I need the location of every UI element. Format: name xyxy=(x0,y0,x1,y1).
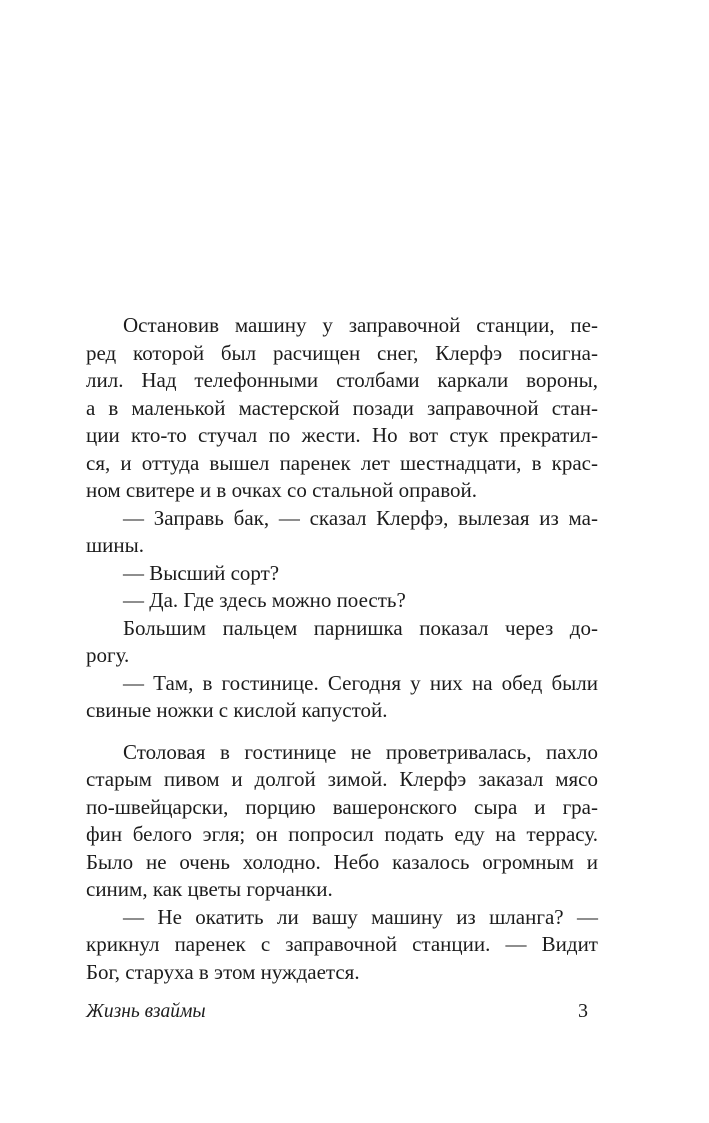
paragraph xyxy=(86,587,598,615)
text-line: рогу. xyxy=(86,643,130,667)
text-line: лил. Над телефонными столбами каркали вороны, xyxy=(86,368,598,392)
text-line: свиные ножки с кислой капустой. xyxy=(86,698,388,722)
text-line: ред которой был расчищен снег, Клерфэ посигна- xyxy=(86,340,598,365)
text-line: фин белого эгля; он попросил подать еду на террасу. xyxy=(86,822,598,846)
text-line: ся, и оттуда вышел паренек лет шестнадцати, в крас- xyxy=(86,450,598,475)
text-line: а в маленькой мастерской позади заправочной стан- xyxy=(86,395,598,420)
paragraph xyxy=(86,560,598,588)
paragraph xyxy=(86,615,598,670)
text-line: — Высший сорт? xyxy=(123,560,280,585)
text-line: синим, как цветы горчанки. xyxy=(86,877,333,901)
paragraph xyxy=(86,739,598,904)
text-line: — Да. Где здесь можно поесть? xyxy=(123,588,406,612)
paragraph xyxy=(86,312,598,505)
text-line: — Не окатить ли вашу машину из шланга? — xyxy=(123,904,598,929)
page-number: 3 xyxy=(578,1000,588,1022)
text-line: шины. xyxy=(86,533,145,557)
paragraph xyxy=(86,904,598,987)
text-line: крикнул паренек с заправочной станции. — Видит xyxy=(86,932,598,956)
text-line: — Заправь бак, — сказал Клерфэ, вылезая из ма- xyxy=(123,505,598,530)
page-text-block xyxy=(86,312,598,986)
text-line: Бог, старуха в этом нуждается. xyxy=(86,959,360,984)
running-title: Жизнь взаймы xyxy=(86,1001,206,1022)
text-line: старым пивом и долгой зимой. Клерфэ заказал мясо xyxy=(86,767,598,791)
text-line: Было не очень холодно. Небо казалось огромным и xyxy=(86,849,598,874)
text-line: Столовая в гостинице не проветривалась, пахло xyxy=(123,739,598,764)
text-line: — Там, в гостинице. Сегодня у них на обед были xyxy=(123,670,598,695)
text-line: Остановив машину у заправочной станции, пе- xyxy=(123,313,598,337)
page-footer xyxy=(86,1000,598,1023)
paragraph xyxy=(86,670,598,725)
text-line: ции кто-то стучал по жести. Но вот стук прекратил- xyxy=(86,423,598,447)
paragraph xyxy=(86,505,598,560)
text-line: по-швейцарски, порцию вашеронского сыра и гра- xyxy=(86,794,598,819)
text-line: Большим пальцем парнишка показал через до- xyxy=(123,615,598,640)
text-line: ном свитере и в очках со стальной оправой. xyxy=(86,478,477,502)
